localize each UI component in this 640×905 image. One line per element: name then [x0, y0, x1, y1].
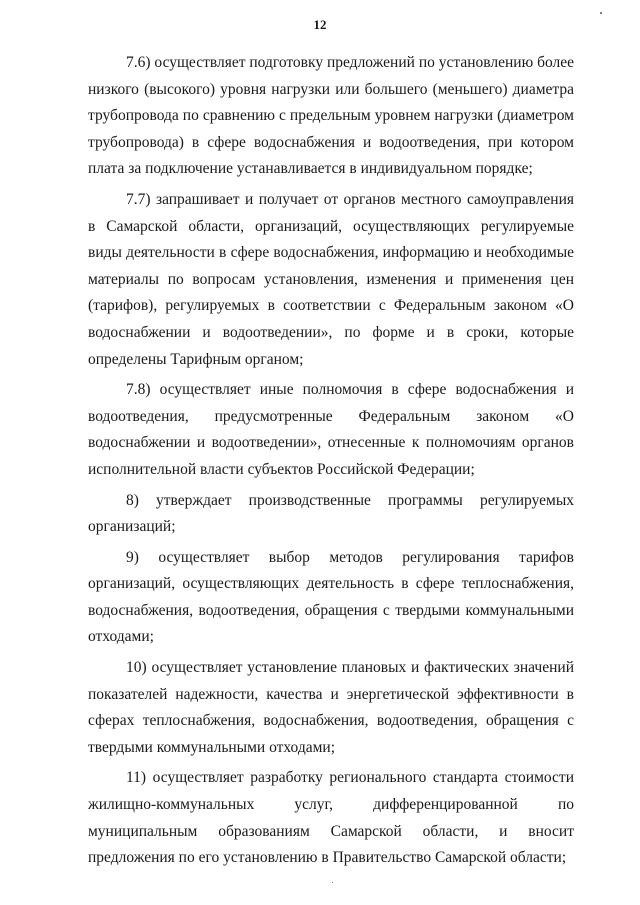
paragraph-7-6: 7.6) осуществляет подготовку предложений по установлению более низкого (высокого) уровня нагрузки или большего (меньшего) диаметра трубопровода по сравнению с предельным уровнем нагрузки (диаметром трубопровода) в сфере водоснабжения и водоотведения, при котором плата за подключение устанавливается в индивидуальном порядке;: [88, 54, 574, 178]
paragraph-7-7: 7.7) запрашивает и получает от органов местного самоуправления в Самарской области, организаций, осуществляющих регулируемые виды деятельности в сфере водоснабжения, информацию и необходимые материалы по вопросам установления, изменения и применения цен (тарифов), регулируемых в соответствии с Федеральным законом «О водоснабжении и водоотведении», по форме и в сроки, которые определены Тарифным органом;: [88, 190, 574, 368]
scan-speck-mark: [600, 12, 602, 14]
page-number: 12: [313, 17, 327, 32]
paragraph-11: 11) осуществляет разработку регионального стандарта стоимости жилищно-коммунальных услуг, дифференцированной по муниципальным образованиям Самарской области, и вносит предложения по его установлению в Правительство Самарской области;: [88, 769, 574, 867]
paragraph-8: 8) утверждает производственные программы регулируемых организаций;: [88, 491, 574, 536]
paragraph-10: 10) осуществляет установление плановых и фактических значений показателей надежности, качества и энергетической эффективности в сферах теплоснабжения, водоснабжения, водоотведения, обращения с твердыми коммунальными отходами;: [88, 659, 574, 756]
scan-speck-mark: [332, 882, 333, 883]
paragraph-7-8: 7.8) осуществляет иные полномочия в сфере водоснабжения и водоотведения, предусмотренные Федеральным законом «О водоснабжении и водоотведении», отнесенные к полномочиям органов исполнительной власти субъектов Российской Федерации;: [88, 381, 574, 478]
document-body: [88, 50, 574, 876]
paragraph-9: 9) осуществляет выбор методов регулирования тарифов организаций, осуществляющих деятельность в сфере теплоснабжения, водоснабжения, водоотведения, обращения с твердыми коммунальными отходами;: [88, 548, 574, 646]
